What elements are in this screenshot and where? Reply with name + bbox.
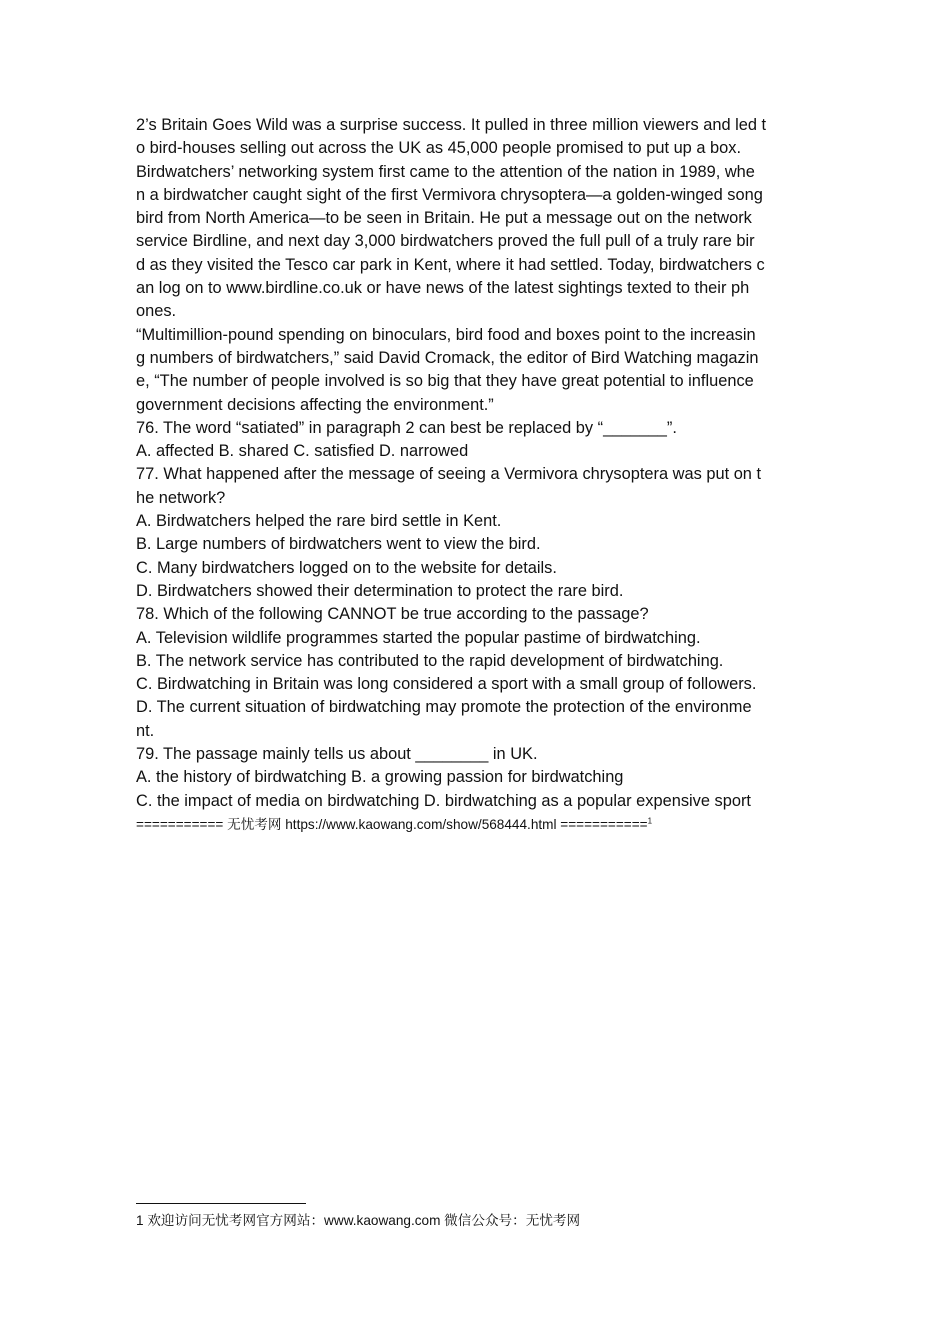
question-78-option-c: C. Birdwatching in Britain was long considered a sport with a small group of followers. — [136, 675, 757, 694]
text-line: e, “The number of people involved is so big that they have great potential to influence — [136, 372, 754, 391]
footnote-reference: 1 — [647, 816, 653, 826]
question-77-option-d: D. Birdwatchers showed their determination to protect the rare bird. — [136, 581, 624, 600]
question-79-options-ab: A. the history of birdwatching B. a growing passion for birdwatching — [136, 768, 624, 787]
question-77: 77. What happened after the message of seeing a Vermivora chrysoptera was put on t — [136, 465, 762, 484]
question-78-option-d: nt. — [136, 721, 155, 740]
question-79: 79. The passage mainly tells us about ________ in UK. — [136, 745, 538, 764]
text-line: “Multimillion-pound spending on binoculars, bird food and boxes point to the increasin — [136, 325, 756, 344]
source-separator-text: =========== 无忧考网 https://www.kaowang.com/show/568444.html =========== — [136, 816, 648, 832]
question-78-option-a: A. Television wildlife programmes started the popular pastime of birdwatching. — [136, 628, 701, 647]
text-line: o bird-houses selling out across the UK as 45,000 people promised to put up a box. — [136, 139, 742, 158]
passage-body — [136, 114, 816, 836]
text-line: Birdwatchers’ networking system first came to the attention of the nation in 1989, whe — [136, 162, 755, 181]
text-line: n a birdwatcher caught sight of the first Vermivora chrysoptera—a golden-winged song — [136, 185, 763, 204]
question-76: 76. The word “satiated” in paragraph 2 can best be replaced by “_______”. — [136, 418, 677, 437]
text-line: g numbers of birdwatchers,” said David Cromack, the editor of Bird Watching magazin — [136, 348, 759, 367]
question-78-option-d: D. The current situation of birdwatching may promote the protection of the environme — [136, 698, 752, 717]
text-line: bird from North America—to be seen in Britain. He put a message out on the network — [136, 209, 752, 228]
text-line: an log on to www.birdline.co.uk or have news of the latest sightings texted to their ph — [136, 279, 750, 298]
question-78: 78. Which of the following CANNOT be true according to the passage? — [136, 605, 649, 624]
text-line: government decisions affecting the environment.” — [136, 395, 494, 414]
source-separator — [136, 813, 816, 836]
question-77-option-c: C. Many birdwatchers logged on to the website for details. — [136, 558, 557, 577]
question-77-option-a: A. Birdwatchers helped the rare bird settle in Kent. — [136, 512, 502, 531]
text-line: ones. — [136, 302, 177, 321]
text-line: 2’s Britain Goes Wild was a surprise success. It pulled in three million viewers and led t — [136, 116, 767, 134]
text-line: d as they visited the Tesco car park in Kent, where it had settled. Today, birdwatchers c — [136, 255, 765, 274]
footnote: 1 欢迎访问无忧考网官方网站：www.kaowang.com 微信公众号：无忧考网 — [136, 1213, 581, 1228]
question-76-options: A. affected B. shared C. satisfied D. narrowed — [136, 442, 469, 461]
footnote-divider — [136, 1203, 306, 1204]
question-77: he network? — [136, 488, 226, 507]
text-line: service Birdline, and next day 3,000 birdwatchers proved the full pull of a truly rare bir — [136, 232, 755, 251]
question-79-options-cd: C. the impact of media on birdwatching D. birdwatching as a popular expensive sport — [136, 791, 751, 810]
question-78-option-b: B. The network service has contributed to the rapid development of birdwatching. — [136, 651, 724, 670]
question-77-option-b: B. Large numbers of birdwatchers went to view the bird. — [136, 535, 541, 554]
